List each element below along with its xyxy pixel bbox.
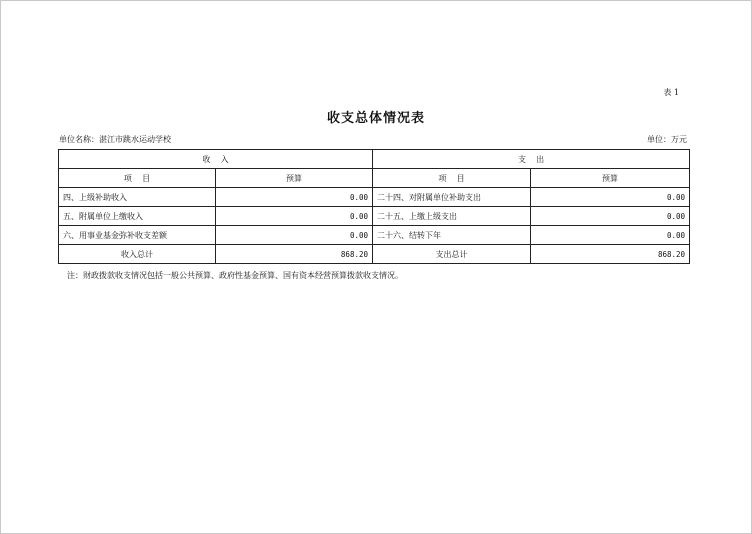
- income-item: 五、附属单位上缴收入: [59, 207, 216, 226]
- expense-item: 二十六、结转下年: [373, 226, 531, 245]
- unit-label: 单位：万元: [647, 135, 687, 144]
- income-value: 0.00: [216, 207, 373, 226]
- table-row: [59, 226, 690, 245]
- table-number: 表 1: [663, 88, 679, 97]
- expense-item: 二十五、上缴上级支出: [373, 207, 531, 226]
- expense-header: 支 出: [373, 150, 690, 169]
- table-header-row: [59, 150, 690, 169]
- expense-item-header: 项 目: [373, 169, 531, 188]
- expense-value: 0.00: [531, 188, 690, 207]
- income-total-value: 868.20: [216, 245, 373, 264]
- footnote: 注：财政拨款收支情况包括一般公共预算、政府性基金预算、国有资本经营预算拨款收支情况。: [67, 271, 403, 280]
- unit-name: 单位名称：湛江市跳水运动学校: [59, 135, 171, 144]
- expense-total-value: 868.20: [531, 245, 690, 264]
- table-row: [59, 188, 690, 207]
- income-item: 六、用事业基金弥补收支差额: [59, 226, 216, 245]
- income-header: 收 入: [59, 150, 373, 169]
- expense-value: 0.00: [531, 207, 690, 226]
- income-value: 0.00: [216, 226, 373, 245]
- budget-table: [58, 149, 690, 264]
- table-row: [59, 207, 690, 226]
- income-item: 四、上级补助收入: [59, 188, 216, 207]
- income-item-header: 项 目: [59, 169, 216, 188]
- income-budget-header: 预算: [216, 169, 373, 188]
- expense-total-label: 支出总计: [373, 245, 531, 264]
- income-value: 0.00: [216, 188, 373, 207]
- expense-value: 0.00: [531, 226, 690, 245]
- table-total-row: [59, 245, 690, 264]
- page-title: 收支总体情况表: [326, 111, 425, 126]
- expense-budget-header: 预算: [531, 169, 690, 188]
- income-total-label: 收入总计: [59, 245, 216, 264]
- table-subheader-row: [59, 169, 690, 188]
- expense-item: 二十四、对附属单位补助支出: [373, 188, 531, 207]
